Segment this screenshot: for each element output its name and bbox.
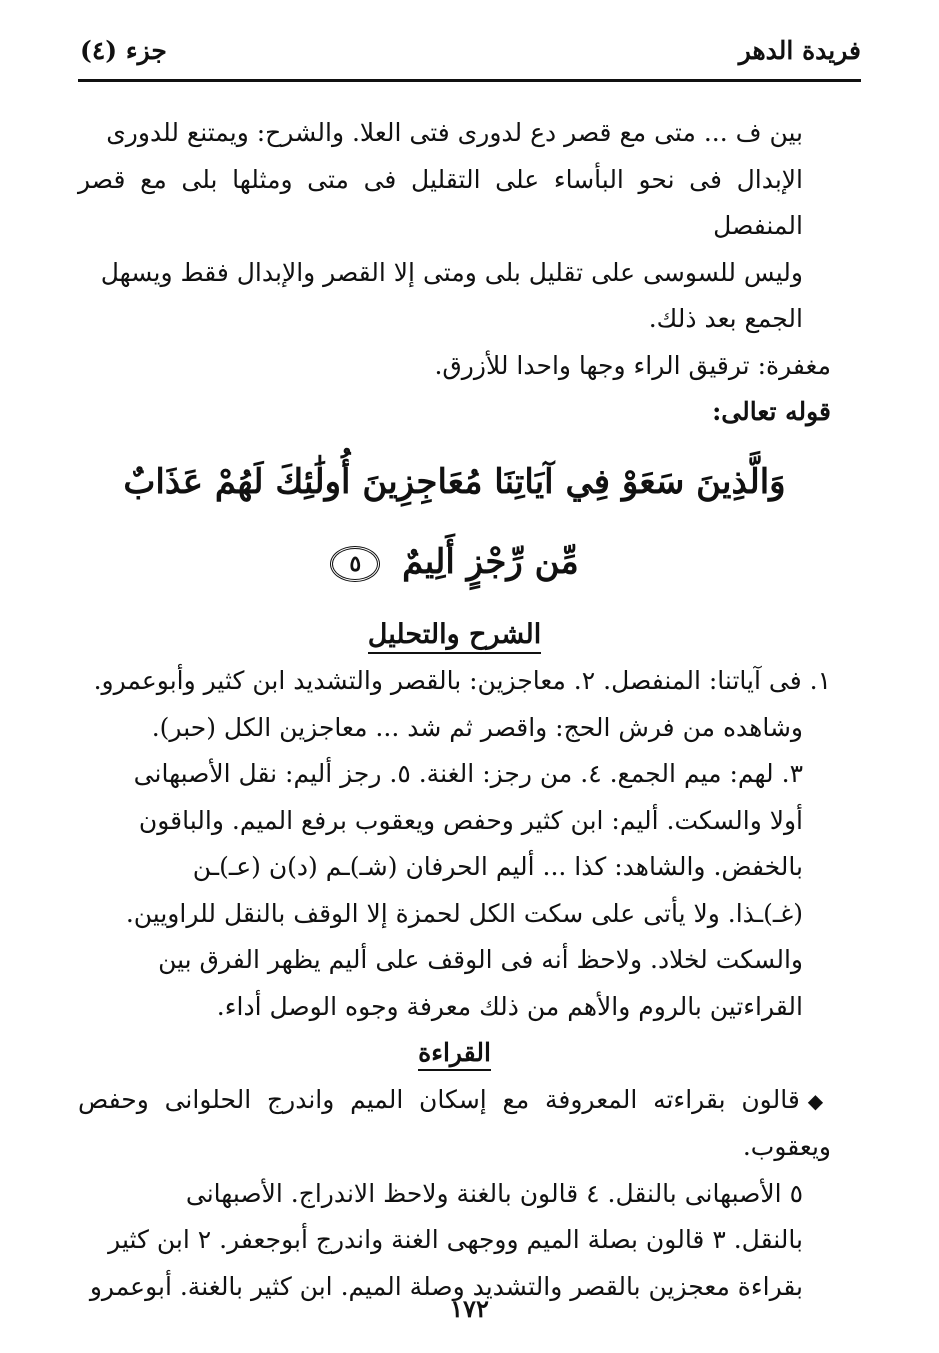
qawluhu-label: قوله تعالى: — [712, 397, 831, 426]
intro-line: الجمع بعد ذلك. — [648, 304, 803, 333]
quran-verse — [78, 442, 831, 602]
qiraa-line: ٥ الأصبهانى بالنقل. ٤ قالون بالغنة ولاحظ الاندراج. الأصبهانى — [185, 1178, 803, 1208]
section-heading-sharh — [78, 612, 831, 659]
verse-line: وَالَّذِينَ سَعَوْ فِي آيَاتِنَا مُعَاجِزِينَ أُولَٰئِكَ لَهُمْ عَذَابٌ — [123, 461, 786, 502]
qiraa-line — [78, 1077, 831, 1171]
diamond-bullet-icon: ◆ — [807, 1088, 831, 1113]
book-title: فريدة الدهر — [738, 36, 861, 65]
sharh-line: (غـ)ـذا. ولا يأتى على سكت الكل لحمزة إلا الوقف بالنقل للراويين. — [125, 898, 803, 928]
intro-line: وليس للسوسى على تقليل بلى ومتى إلا القصر والإبدال فقط ويسهل — [100, 257, 803, 287]
intro-line: بين ف ... متى مع قصر دع لدورى فتى العلا. والشرح: ويمتنع للدورى — [106, 118, 803, 147]
sharh-line: أولا والسكت. أليم: ابن كثير وحفص ويعقوب برفع الميم. والباقون — [138, 805, 803, 835]
verse-line-2 — [78, 522, 831, 602]
sharh-line: ١. فى آياتنا: المنفصل. ٢. معاجزين: بالقصر والتشديد ابن كثير وأبوعمرو. — [93, 666, 831, 695]
qiraa-line: بقراءة معجزين بالقصر والتشديد وصلة الميم. ابن كثير بالغنة. أبوعمرو — [89, 1271, 803, 1301]
header-divider — [78, 79, 861, 82]
ayah-number-icon: ٥ — [330, 546, 380, 582]
section-heading-qiraa — [78, 1030, 831, 1077]
running-header — [80, 36, 861, 76]
maghfira-note: مغفرة: ترقيق الراء وجها واحدا للأزرق. — [434, 350, 831, 380]
sharh-line: والسكت لخلاد. ولاحظ أنه فى الوقف على أليم يظهر الفرق بين — [158, 945, 803, 974]
sharh-line: القراءتين بالروم والأهم من ذلك معرفة وجوه الوصل أداء. — [216, 991, 803, 1021]
sharh-line: بالخفض. والشاهد: كذا ... أليم الحرفان (شـ)ـم (د)ن (عـ)ـن — [192, 852, 803, 881]
page-body — [78, 110, 831, 1310]
qiraa-line: بالنقل. ٣ قالون بصلة الميم ووجهى الغنة واندرج أبوجعفر. ٢ ابن كثير — [108, 1225, 803, 1254]
verse-text: مِّن رِّجْزٍ أَلِيمٌ — [402, 541, 579, 582]
qiraa-text: قالون بقراءته المعروفة مع إسكان الميم واندرج الحلوانى وحفص ويعقوب. — [78, 1084, 831, 1161]
heading-text: القراءة — [418, 1038, 491, 1071]
sharh-line: وشاهده من فرش الحج: واقصر ثم شد ... معاجزين الكل (حبر). — [151, 712, 803, 742]
intro-line: الإبدال فى نحو البأساء على التقليل فى متى ومثلها بلى مع قصر المنفصل — [78, 164, 803, 240]
heading-text: الشرح والتحليل — [368, 619, 541, 654]
part-number: جزء (٤) — [80, 36, 167, 65]
sharh-line: ٣. لهم: ميم الجمع. ٤. من رجز: الغنة. ٥. رجز أليم: نقل الأصبهانى — [133, 759, 803, 788]
page-number: ١٧٢ — [450, 1294, 489, 1323]
